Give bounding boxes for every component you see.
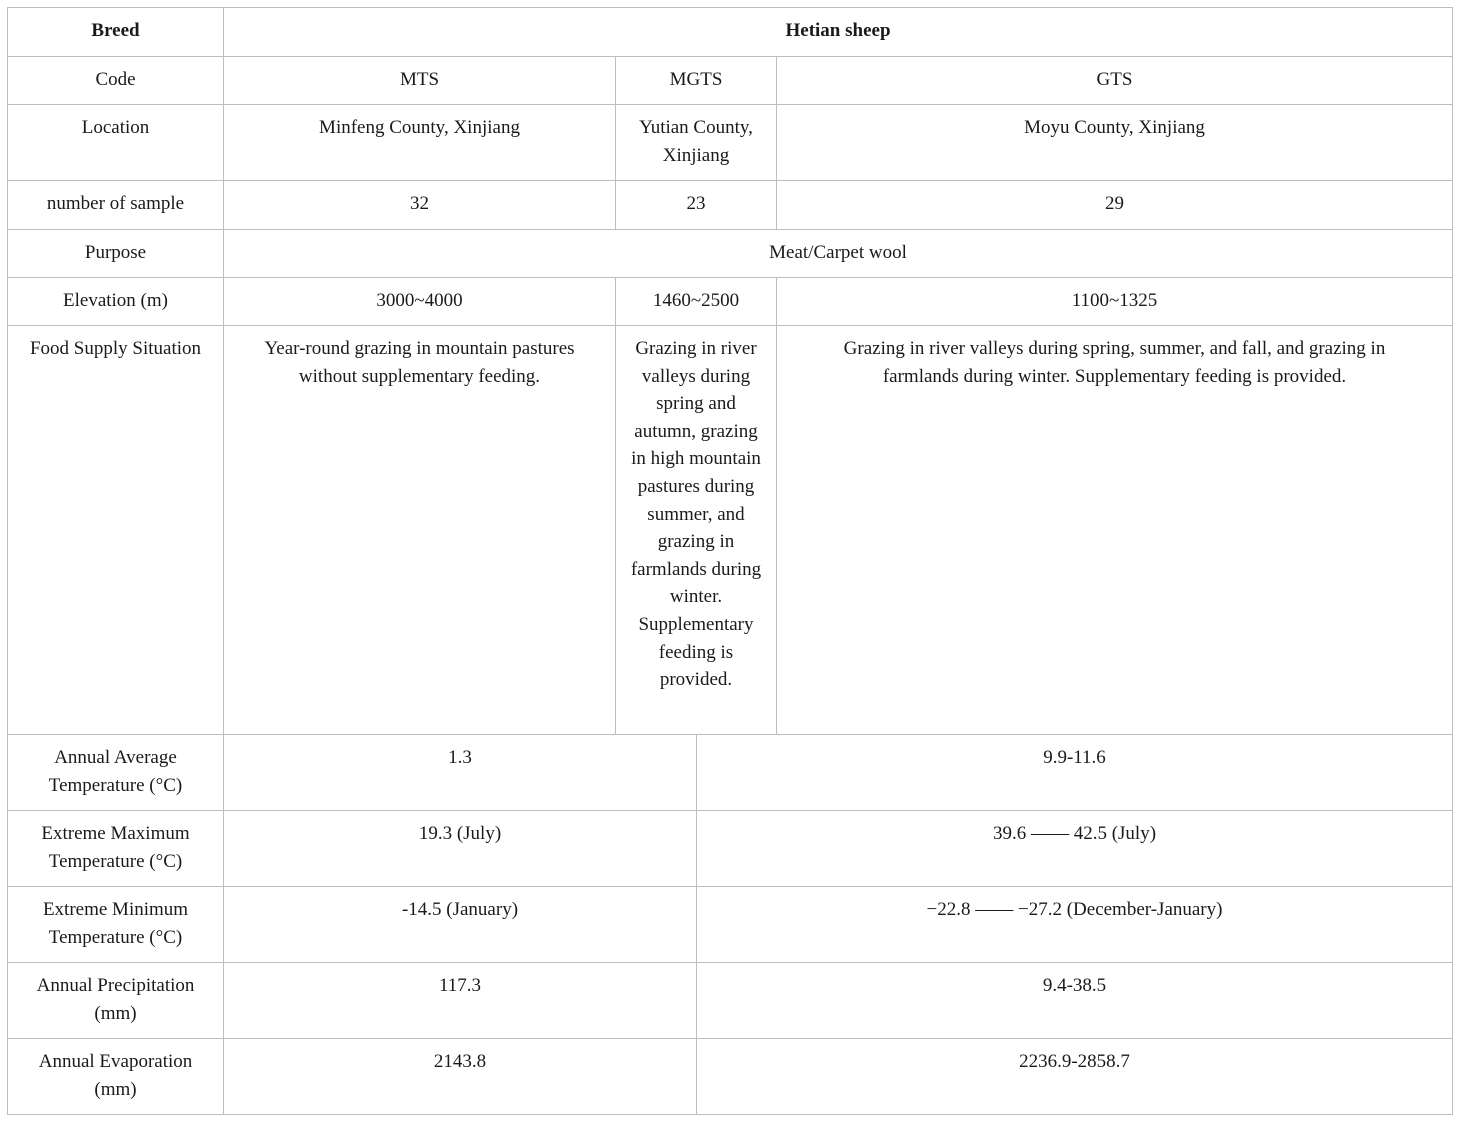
purpose-label: Purpose xyxy=(8,230,224,278)
header-breed-label: Breed xyxy=(8,8,224,57)
food-gts: Grazing in river valleys during spring, summer, and fall, and grazing in farmlands during winter. Supplementary feeding is provided. xyxy=(777,326,1453,735)
location-label: Location xyxy=(8,105,224,181)
code-mgts: MGTS xyxy=(616,57,777,105)
elevation-mts: 3000~4000 xyxy=(224,278,616,326)
avg-temp-right: 9.9-11.6 xyxy=(697,735,1453,811)
location-gts: Moyu County, Xinjiang xyxy=(777,105,1453,181)
precip-left: 117.3 xyxy=(224,963,697,1039)
min-temp-left: -14.5 (January) xyxy=(224,887,697,963)
code-gts: GTS xyxy=(777,57,1453,105)
evap-right: 2236.9-2858.7 xyxy=(697,1039,1453,1115)
location-mts: Minfeng County, Xinjiang xyxy=(224,105,616,181)
food-mgts: Grazing in river valleys during spring and autumn, grazing in high mountain pastures during summer, and grazing in farmlands during winter. Supplementary feeding is provided. xyxy=(616,326,777,735)
samples-label: number of sample xyxy=(8,181,224,230)
samples-mts: 32 xyxy=(224,181,616,230)
food-label: Food Supply Situation xyxy=(8,326,224,735)
elevation-gts: 1100~1325 xyxy=(777,278,1453,326)
elevation-label: Elevation (m) xyxy=(8,278,224,326)
avg-temp-label: Annual Average Temperature (°C) xyxy=(8,735,224,811)
precip-label: Annual Precipitation (mm) xyxy=(8,963,224,1039)
header-breed-value: Hetian sheep xyxy=(224,8,1453,57)
code-label: Code xyxy=(8,57,224,105)
max-temp-label: Extreme Maximum Temperature (°C) xyxy=(8,811,224,887)
max-temp-right: 39.6 —— 42.5 (July) xyxy=(697,811,1453,887)
evap-label: Annual Evaporation (mm) xyxy=(8,1039,224,1115)
max-temp-left: 19.3 (July) xyxy=(224,811,697,887)
purpose-value: Meat/Carpet wool xyxy=(224,230,1453,278)
avg-temp-left: 1.3 xyxy=(224,735,697,811)
samples-gts: 29 xyxy=(777,181,1453,230)
min-temp-right: −22.8 —— −27.2 (December-January) xyxy=(697,887,1453,963)
evap-left: 2143.8 xyxy=(224,1039,697,1115)
food-mts: Year-round grazing in mountain pastures without supplementary feeding. xyxy=(224,326,616,735)
location-mgts: Yutian County, Xinjiang xyxy=(616,105,777,181)
samples-mgts: 23 xyxy=(616,181,777,230)
min-temp-label: Extreme Minimum Temperature (°C) xyxy=(8,887,224,963)
code-mts: MTS xyxy=(224,57,616,105)
data-table xyxy=(7,7,1453,1115)
elevation-mgts: 1460~2500 xyxy=(616,278,777,326)
precip-right: 9.4-38.5 xyxy=(697,963,1453,1039)
